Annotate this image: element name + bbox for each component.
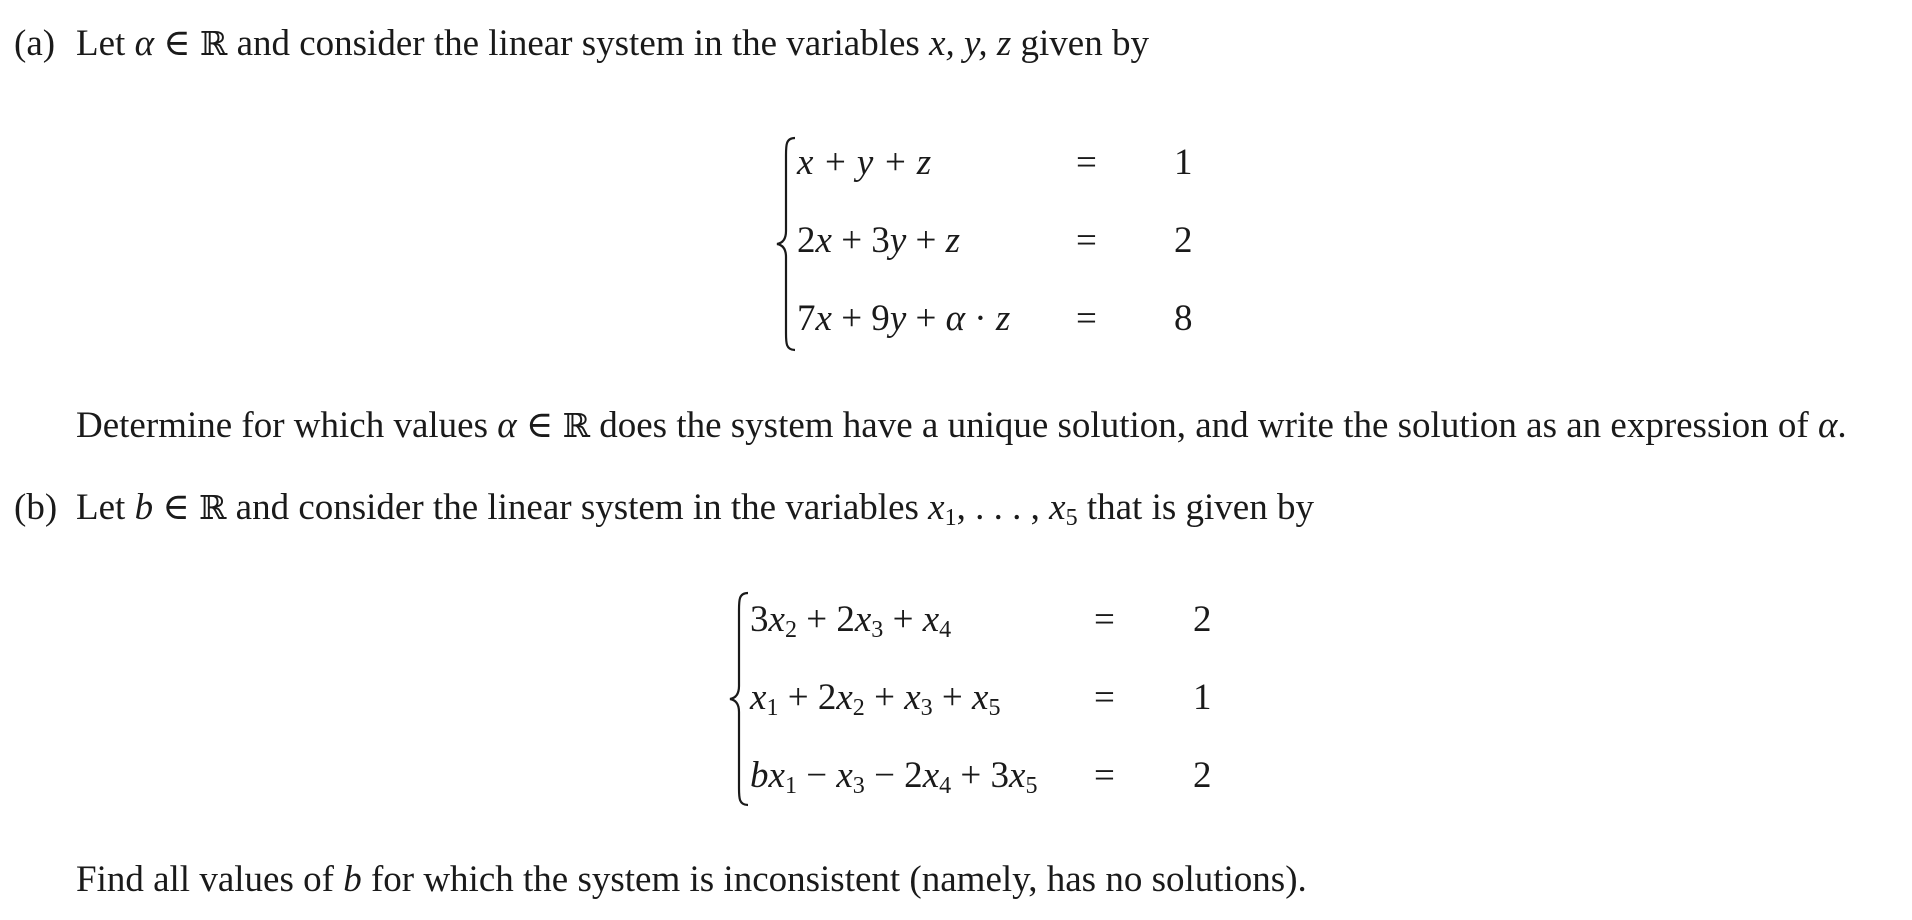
reals-symbol: ℝ <box>562 406 590 445</box>
equals-sign: = <box>1076 298 1097 339</box>
alpha-symbol: α <box>134 23 154 64</box>
question-text: Determine for which values <box>76 405 498 446</box>
part-a-question <box>76 404 1847 448</box>
system-a <box>775 135 1195 355</box>
equation-lhs: $bx_1 - x_3 - 2x_4 + 3x_5$ <box>750 755 1038 799</box>
question-text: does the system have a unique solution, and write the solution as an expression of <box>590 405 1818 446</box>
equation-lhs: $x_1 + 2x_2 + x_3 + x_5$ <box>750 677 1001 721</box>
alpha-symbol: α <box>1817 405 1838 446</box>
equals-sign: = <box>1076 142 1097 183</box>
part-b-label: (b) <box>14 487 58 528</box>
equation-row <box>750 754 1250 798</box>
left-brace-icon <box>728 590 752 808</box>
equals-sign: = <box>1094 599 1115 640</box>
intro-text: Let <box>76 487 135 528</box>
equation-rhs: 1 <box>1193 677 1212 718</box>
intro-text: given by <box>1011 23 1149 64</box>
reals-symbol: ℝ <box>199 24 228 63</box>
equation-rhs: 1 <box>1174 142 1193 183</box>
intro-text: Let <box>76 23 135 64</box>
alpha-symbol: α <box>497 405 517 446</box>
equation-rhs: 2 <box>1174 220 1193 261</box>
element-of-symbol: ∈ <box>153 487 199 528</box>
element-of-symbol: ∈ <box>516 405 563 446</box>
variables: x, y, z <box>929 23 1012 64</box>
intro-text: and consider the linear system in the variables <box>226 487 929 528</box>
question-text: for which the system is inconsistent (namely, has no solutions). <box>361 859 1307 900</box>
equation-lhs: x + y + z <box>797 142 932 183</box>
equation-lhs: 7x + 9y + α · z <box>797 298 1011 339</box>
b-symbol: b <box>343 859 362 900</box>
part-b-intro <box>76 486 1314 530</box>
variable-x1: $x_1$ <box>928 487 957 531</box>
equation-row <box>750 598 1250 642</box>
ellipsis: , . . . , <box>956 487 1050 528</box>
equation-lhs: 2x + 3y + z <box>797 220 961 261</box>
equation-rhs: 8 <box>1174 298 1193 339</box>
element-of-symbol: ∈ <box>153 23 200 64</box>
system-b <box>728 590 1248 810</box>
equation-rhs: 2 <box>1193 755 1212 796</box>
question-text: . <box>1837 405 1847 446</box>
equation-row <box>750 676 1250 720</box>
intro-text: and consider the linear system in the variables <box>227 23 930 64</box>
part-a-intro <box>76 22 1149 66</box>
question-text: Find all values of <box>76 859 344 900</box>
intro-text: that is given by <box>1077 487 1314 528</box>
part-a-label: (a) <box>14 23 56 64</box>
equation-rhs: 2 <box>1193 599 1212 640</box>
equation-row <box>797 141 1197 185</box>
equation-row <box>797 297 1197 341</box>
equals-sign: = <box>1076 220 1097 261</box>
equation-lhs: $3x_2 + 2x_3 + x_4$ <box>750 599 952 643</box>
reals-symbol: ℝ <box>198 488 227 527</box>
left-brace-icon <box>775 135 799 353</box>
equation-row <box>797 219 1197 263</box>
b-symbol: b <box>134 487 154 528</box>
equals-sign: = <box>1094 677 1115 718</box>
variable-x5: $x_5$ <box>1049 487 1078 531</box>
equals-sign: = <box>1094 755 1115 796</box>
part-b-question <box>76 858 1307 902</box>
